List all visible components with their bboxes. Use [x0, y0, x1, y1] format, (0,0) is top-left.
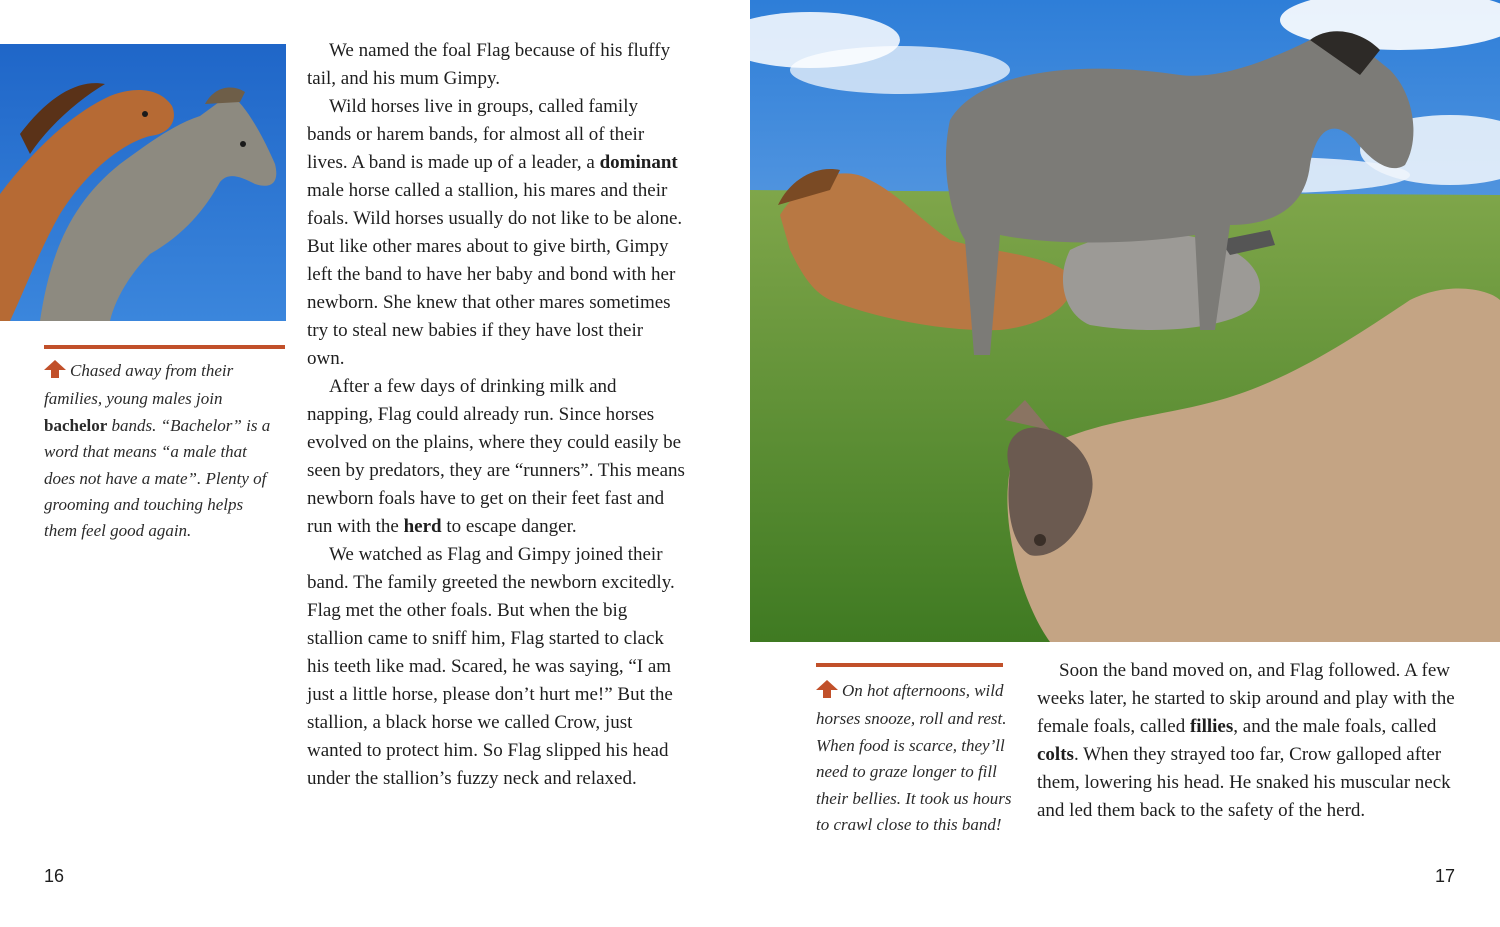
- horses-grooming-photo: [0, 44, 286, 321]
- paragraph: Soon the band moved on, and Flag followed. A few weeks later, he started to skip around and play with the female foals, called fillies, and the male foals, called colts. When they strayed too far, Crow galloped after them, lowering his head. He snaked his muscular neck and led them back to the safety of the herd.: [1037, 660, 1455, 821]
- glossary-term-herd: herd: [403, 516, 442, 537]
- caption-rule-left: [44, 345, 285, 349]
- arrow-up-icon: [44, 360, 66, 386]
- horses-resting-in-field-photo: [750, 0, 1500, 642]
- caption-text: On hot afternoons, wild horses snooze, roll and rest. When food is scarce, they’ll need to graze longer to fill their bellies. It took us hours to crawl close to this band!: [816, 681, 1012, 835]
- page-number-right: 17: [1435, 866, 1456, 886]
- paragraph: We watched as Flag and Gimpy joined their band. The family greeted the newborn excitedly. Flag met the other foals. But when the big stallion came to sniff him, Flag started to clack his teeth like mad. Scared, he was saying, “I am just a little horse, please don’t hurt me!” But the stallion, a black horse we called Crow, just wanted to protect him. So Flag slipped his head under the stallion’s fuzzy neck and relaxed.: [307, 544, 675, 789]
- photo-caption-right: [816, 678, 1014, 838]
- caption-rule-right: [816, 663, 1003, 667]
- paragraph: We named the foal Flag because of his fluffy tail, and his mum Gimpy.: [307, 40, 671, 89]
- body-text-column-left: [307, 37, 685, 793]
- glossary-term-bachelor: bachelor: [44, 415, 108, 435]
- caption-text: bands. “Bachelor” is a word that means “a male that does not have a mate”. Plenty of grooming and touching helps them feel good again.: [44, 415, 271, 541]
- glossary-term-fillies: fillies: [1189, 716, 1234, 737]
- arrow-up-icon: [816, 680, 838, 706]
- body-text-column-right: [1037, 657, 1457, 825]
- glossary-term-colts: colts: [1037, 744, 1074, 765]
- photo-caption-left: [44, 358, 280, 545]
- paragraph: Wild horses live in groups, called family bands or harem bands, for almost all of their lives. A band is made up of a leader, a dominant male horse called a stallion, his mares and their foals. Wild horses usually do not like to be alone. But like other mares about to give birth, Gimpy left the band to have her baby and bond with her newborn. She knew that other mares sometimes try to steal new babies if they have lost their own.: [307, 96, 683, 369]
- paragraph: After a few days of drinking milk and napping, Flag could already run. Since horses evolved on the plains, where they could easily be seen by predators, they are “runners”. This means newborn foals have to get on their feet fast and run with the herd to escape danger.: [307, 376, 685, 537]
- caption-text: Chased away from their families, young males join: [44, 361, 234, 409]
- glossary-term-dominant: dominant: [599, 152, 678, 173]
- page-number-left: 16: [44, 866, 65, 886]
